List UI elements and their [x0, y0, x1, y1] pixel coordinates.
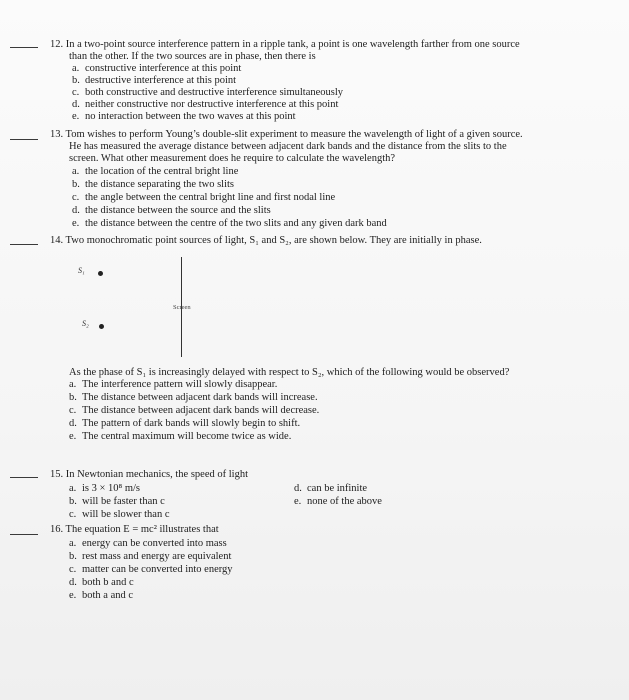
answer-blank-q12[interactable] — [10, 47, 38, 48]
q15-option-c: c. will be slower than c — [69, 509, 170, 520]
q16-option-a: a. energy can be converted into mass — [69, 538, 227, 549]
answer-blank-q13[interactable] — [10, 139, 38, 140]
q12-option-a: a. constructive interference at this point — [72, 63, 242, 74]
q14-stem-line-1: 14. Two monochromatic point sources of light, S₁ and S₂, are shown below. They are initially in phase. — [50, 235, 482, 246]
source-s2-dot — [99, 324, 104, 329]
q14-option-a: a. The interference pattern will slowly disappear. — [69, 379, 278, 390]
q13-option-c: c. the angle between the central bright line and first nodal line — [72, 192, 336, 203]
q16-option-b: b. rest mass and energy are equivalent — [69, 551, 232, 562]
q12-option-d: d. neither constructive nor destructive interference at this point — [72, 99, 339, 110]
q15-option-a: a. is 3 × 10⁸ m/s — [69, 483, 141, 494]
q16-option-e: e. both a and c — [69, 590, 134, 601]
source-s2-label: S₂ — [82, 319, 89, 328]
two-source-diagram — [60, 252, 260, 362]
q13-option-b: b. the distance separating the two slits — [72, 179, 235, 190]
answer-blank-q15[interactable] — [10, 477, 38, 478]
answer-blank-q14[interactable] — [10, 244, 38, 245]
q15-option-d: d. can be infinite — [294, 483, 368, 494]
q12-option-e: e. no interaction between the two waves at this point — [72, 111, 296, 122]
q14-option-d: d. The pattern of dark bands will slowly begin to shift. — [69, 418, 301, 429]
q14-question: As the phase of S₁ is increasingly delayed with respect to S₂, which of the following would be observed? — [69, 367, 510, 378]
q13-option-a: a. the location of the central bright line — [72, 166, 239, 177]
answer-blank-q16[interactable] — [10, 534, 38, 535]
q16-option-d: d. both b and c — [69, 577, 134, 588]
source-s1-label: S₁ — [78, 266, 85, 275]
q12-stem-line-1: 12. In a two-point source interference pattern in a ripple tank, a point is one wavelength farther from one source — [50, 39, 520, 50]
q13-option-d: d. the distance between the source and the slits — [72, 205, 271, 216]
q15-stem: 15. In Newtonian mechanics, the speed of light — [50, 469, 248, 480]
q16-stem: 16. The equation E = mc² illustrates that — [50, 524, 219, 535]
q12-stem-line-2: than the other. If the two sources are in phase, then there is — [69, 51, 316, 62]
source-s1-dot — [98, 271, 103, 276]
q14-option-b: b. The distance between adjacent dark bands will increase. — [69, 392, 318, 403]
q13-stem-line-1: 13. Tom wishes to perform Young’s double-slit experiment to measure the wavelength of light of a given source. — [50, 129, 523, 140]
q15-option-e: e. none of the above — [294, 496, 382, 507]
q14-option-c: c. The distance between adjacent dark bands will decrease. — [69, 405, 320, 416]
q13-option-e: e. the distance between the centre of the two slits and any given dark band — [72, 218, 387, 229]
q16-option-c: c. matter can be converted into energy — [69, 564, 233, 575]
q12-option-c: c. both constructive and destructive interference simultaneously — [72, 87, 344, 98]
q13-stem-line-2: He has measured the average distance between adjacent dark bands and the distance from the slits to the — [69, 141, 507, 152]
q13-stem-line-3: screen. What other measurement does he require to calculate the wavelength? — [69, 153, 396, 164]
q12-option-b: b. destructive interference at this point — [72, 75, 237, 86]
q15-option-b: b. will be faster than c — [69, 496, 165, 507]
screen-label: Screen — [173, 304, 191, 311]
q14-option-e: e. The central maximum will become twice as wide. — [69, 431, 292, 442]
